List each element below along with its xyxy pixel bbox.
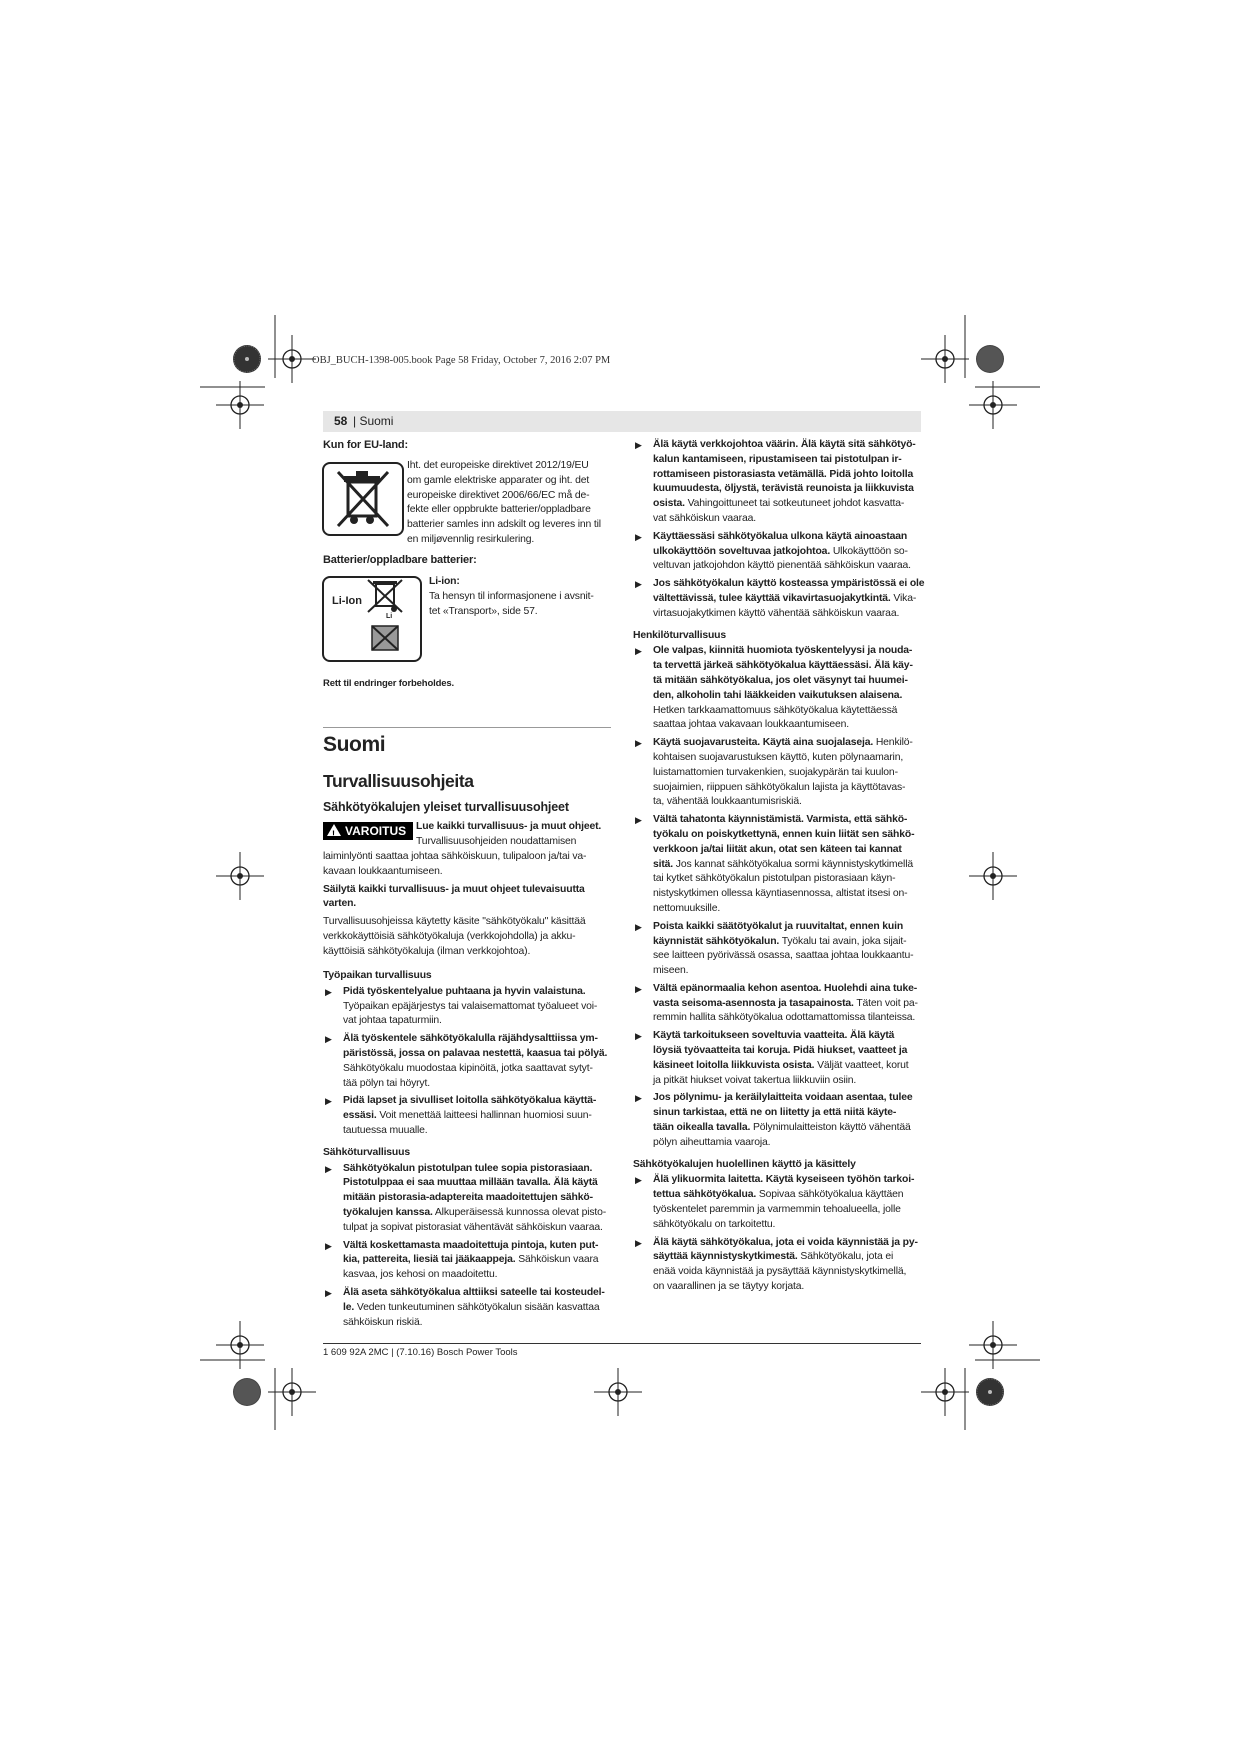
liion-text: Li-ion: Ta hensyn til informasjonene i avsnit- tet «Transport», side 57. <box>429 576 594 617</box>
bullet-arrow-icon: ▶ <box>635 531 642 542</box>
bullet-arrow-icon: ▶ <box>635 440 642 450</box>
section-name: | Suomi <box>353 414 394 428</box>
list-item: ▶ Vältä tahatonta käynnistämistä. Varmista, että sähkö- työkalu on poiskytkettynä, ennen kuin liität sen sähkö- verkkoon ja/tai liität akun, otat sen käteen tai kannat sitä. Jos kannat sähkötyökalua sormi käynnistyskytkimellä tai kytket sähkötyökalun pistotulpan pistorasiaan käyn- nistyskytkimen ollessa käyntiasennossa, altistat itsesi on- nettomuuksille. <box>635 814 915 914</box>
page-header <box>323 411 921 432</box>
right-column <box>633 438 933 1295</box>
list-item: ▶ Jos pölynimu- ja keräilylaitteita voidaan asentaa, tulee sinun tarkistaa, että ne on liitetty ja että niitä käyte- tään oikealla tavalla. Pölynimulaitteiston käyttö vähentää pölyn aiheuttamia vaaroja. <box>635 1092 913 1148</box>
battery-section <box>323 553 615 568</box>
warning-badge: !VAROITUS <box>323 822 413 840</box>
suomi-section <box>323 733 615 815</box>
weee-bin-icon <box>322 462 404 536</box>
bullet-arrow-icon: ▶ <box>635 921 642 932</box>
eu-heading: Kun for EU-land: <box>323 439 408 451</box>
bullet-arrow-icon: ▶ <box>325 1240 332 1251</box>
language-title: Suomi <box>323 733 386 756</box>
bullet-arrow-icon: ▶ <box>635 738 642 749</box>
list-item: ▶ Käytä suojavarusteita. Käytä aina suojalaseja. Henkilö- kohtaisen suojavarustuksen käyttö, kuten pölynaamarin, luistamattomien turvakenkien, suojakypärän tai kuulon- suojaimien, riippuen sähkötyökalun lajista ja käyttötavas- ta, vähentää loukkaantumisriskiä. <box>635 737 913 808</box>
list-item: ▶ Vältä koskettamasta maadoitettuja pintoja, kuten put- kia, pattereita, liesiä tai jääkaappeja. Sähköiskun vaara kasvaa, jos kehosi on maadoitettu. <box>325 1239 599 1281</box>
proof-line: OBJ_BUCH-1398-005.book Page 58 Friday, October 7, 2016 2:07 PM <box>312 355 611 366</box>
list-item: ▶ Älä työskentele sähkötyökalulla räjähdysalttiissa ym- päristössä, jossa on palavaa nestettä, kaasua tai pölyä. Sähkötyökalu muodostaa kipinöitä, jotka saattavat sytyt- tää pölyn tai höyryt. <box>325 1033 608 1089</box>
bullet-arrow-icon: ▶ <box>325 1163 332 1174</box>
list-item: ▶ Käyttäessäsi sähkötyökalua ulkona käytä ainoastaan ulkokäyttöön soveltuvaa jatkojohtoa. Ulkokäyttöön so- veltuvan jatkojohdon käyttö pienentää sähköiskun vaaraa. <box>635 530 911 572</box>
bullet-arrow-icon: ▶ <box>635 815 642 826</box>
workplace-section <box>323 969 618 1330</box>
battery-heading: Batterier/oppladbare batterier: <box>323 554 477 566</box>
personal-heading: Henkilöturvallisuus <box>633 629 726 641</box>
bullet-arrow-icon: ▶ <box>635 1031 642 1042</box>
footer-text: 1 609 92A 2MC | (7.10.16) Bosch Power Tools <box>323 1347 518 1358</box>
liion-icon-label: Li-Ion <box>332 595 362 607</box>
care-heading: Sähkötyökalujen huolellinen käyttö ja käsittely <box>633 1158 856 1170</box>
eu-text: Iht. det europeiske direktivet 2012/19/EU om gamle elektriske apparater og iht. det europeiske direktivet 2006/66/EC må de- fekte eller oppbrukte batterier/oppladbare batterier samles inn adskilt og leveres inn til en miljøvennlig resirkulering. <box>407 460 601 545</box>
workplace-heading: Työpaikan turvallisuus <box>323 970 432 981</box>
list-item: ▶ Ole valpas, kiinnitä huomiota työskentelyysi ja nouda- ta tervettä järkeä sähkötyökalua käyttäessäsi. Älä käy- tä mitään sähkötyökalua, jos olet väsynyt tai huumei- den, alkoholin tahi lääkkeiden vaikutuksen alaisena. Hetken tarkkaamattomuus sähkötyökalua käytettäessä saattaa johtaa vakavaan loukkaantumiseen. <box>635 645 913 731</box>
bullet-arrow-icon: ▶ <box>635 646 642 657</box>
bullet-arrow-icon: ▶ <box>325 1096 332 1107</box>
list-item: ▶ Vältä epänormaalia kehon asentoa. Huolehdi aina tuke- vasta seisoma-asennosta ja tasapainosta. Täten voit pa- remmin hallita sähkötyökalua odottamattomissa tilanteissa. <box>635 982 918 1024</box>
general-safety-subtitle: Sähkötyökalujen yleiset turvallisuusohjeet <box>323 800 569 814</box>
list-item: ▶ Pidä lapset ja sivulliset loitolla sähkötyökalua käyttä- essäsi. Voit menettää laitteesi hallinnan huomiosi suun- tautuessa muualle. <box>325 1095 597 1136</box>
list-item: ▶ Sähkötyökalun pistotulpan tulee sopia pistorasiaan. Pistotulppaa ei saa muuttaa millään tavalla. Älä käytä mitään pistorasia-adaptereita maadoitettujen sähkö- työkalujen kanssa. Alkuperäisessä kunnossa olevat pisto- tulpat ja sopivat pistorasiat vähentävät sähköiskun vaaraa. <box>325 1162 607 1233</box>
liion-battery-icon <box>322 576 422 662</box>
list-item: ▶ Poista kaikki säätötyökalut ja ruuvitaltat, ennen kuin käynnistät sähkötyökalun. Työkalu tai avain, joka sijait- see laitteen pyörivässä osassa, saattaa johtaa loukkaantu- miseen. <box>635 920 914 977</box>
list-item: ▶ Älä ylikuormita laitetta. Käytä kyseiseen työhön tarkoi- tettua sähkötyökalua. Sopivaa sähkötyökalua käyttäen työskentelet paremmin ja varmemmin tehoalueella, jolle sähkötyökalu on tarkoitettu. <box>635 1174 915 1230</box>
footer-rule <box>323 1343 921 1344</box>
bullet-arrow-icon: ▶ <box>325 986 332 997</box>
bullet-arrow-icon: ▶ <box>325 1287 332 1298</box>
li-small-label: Li <box>386 613 393 620</box>
electric-heading: Sähköturvallisuus <box>323 1146 410 1158</box>
list-item: ▶ Älä käytä sähkötyökalua, jota ei voida käynnistää ja py- säyttää käynnistyskytkimestä. Sähkötyökalu, jota ei enää voida käynnistää ja pysäyttää käynnistyskytkimellä, on vaarallinen ja se täytyy korjata. <box>635 1236 918 1293</box>
section-divider <box>323 727 611 728</box>
list-item: ▶ Käytä tarkoitukseen soveltuvia vaatteita. Älä käytä löysiä työvaatteita tai koruja. Pidä hiukset, vaatteet ja käsineet loitolla liikkuvista osista. Väljät vaatteet, korut ja pitkät hiukset voivat takertua liikkuviin osiin. <box>635 1030 909 1086</box>
list-item: ▶ Jos sähkötyökalun käyttö kosteassa ympäristössä ei ole vältettävissä, tulee käyttää vikavirtasuojakytkintä. Vika- virtasuojakytkimen käyttö vähentää sähköiskun vaaraa. <box>635 578 925 619</box>
bullet-arrow-icon: ▶ <box>325 1034 332 1045</box>
bullet-arrow-icon: ▶ <box>635 579 642 590</box>
rights-note: Rett til endringer forbeholdes. <box>323 678 454 689</box>
bullet-arrow-icon: ▶ <box>635 983 642 994</box>
list-item: ▶ Pidä työskentelyalue puhtaana ja hyvin valaistuna. Työpaikan epäjärjestys tai valaisemattomat työalueet voi- vat johtaa tapaturmiin. <box>325 985 598 1027</box>
left-column <box>323 438 615 453</box>
bullet-arrow-icon: ▶ <box>635 1237 642 1248</box>
page-number: 58 <box>334 414 348 428</box>
list-item: ▶ Älä aseta sähkötyökalua alttiiksi sateelle tai kosteudel- le. Veden tunkeutuminen sähkötyökalun sisään kasvattaa sähköiskun riskiä. <box>325 1286 605 1328</box>
bullet-arrow-icon: ▶ <box>635 1175 642 1186</box>
safety-title: Turvallisuusohjeita <box>323 771 474 791</box>
warning-triangle-icon <box>327 824 341 836</box>
bullet-arrow-icon: ▶ <box>635 1093 642 1104</box>
list-item: ▶ Älä käytä verkkojohtoa väärin. Älä käytä sitä sähkötyö- kalun kantamiseen, ripustamiseen tai pistotulpan ir- rottamiseen pistorasiasta vetämällä. Pidä johto loitolla kuumuudesta, öljystä, terävistä reunoista ja liikkuvista osista. Vahingoittuneet tai sotkeutuneet johdot kasvatta- vat sähköiskun vaaraa. <box>635 439 916 524</box>
